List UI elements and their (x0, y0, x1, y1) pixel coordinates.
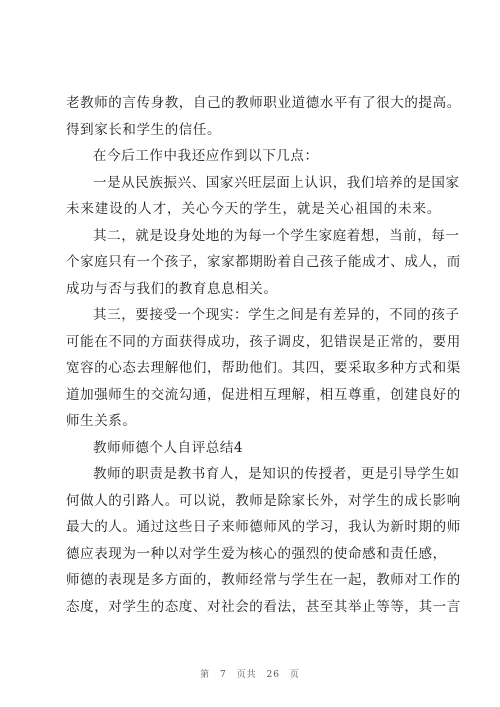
text-line: 可能在不同的方面获得成功，孩子调皮，犯错误是正常的，要用 (66, 333, 461, 350)
page-footer (0, 667, 500, 680)
text-line: 宽容的心态去理解他们，帮助他们。其四，要采取多种方式和渠 (66, 360, 461, 376)
text-line: 道加强师生的交流勾通，促进相互理解，相互尊重，创建良好的 (66, 386, 461, 403)
text-line: 成功与否与我们的教育息息相关。 (66, 280, 278, 297)
section-heading: 教师师德个人自评总结4 (93, 439, 244, 456)
text-line: 得到家长和学生的信任。 (66, 121, 222, 138)
footer-total-pages: 26 (266, 670, 280, 680)
text-line: 其二，就是设身处地的为每一个学生家庭着想，当前，每一 (93, 227, 460, 244)
text-line: 师生关系。 (66, 413, 137, 429)
document-body (66, 90, 461, 620)
text-line: 最大的人。通过这些日子来师德师风的学习，我认为新时期的师 (66, 519, 461, 535)
text-line: 老教师的言传身教，自己的教师职业道德水平有了很大的提高。 (66, 95, 461, 111)
text-line: 何做人的引路人。可以说，教师是除家长外，对学生的成长影响 (66, 492, 461, 509)
footer-prefix: 第 (200, 670, 211, 680)
text-line: 一是从民族振兴、国家兴旺层面上认识，我们培养的是国家 (93, 174, 460, 191)
footer-middle: 页共 (236, 670, 257, 680)
text-line: 在今后工作中我还应作到以下几点： (93, 148, 319, 164)
footer-suffix: 页 (289, 670, 300, 680)
text-line: 其三，要接受一个现实：学生之间是有差异的，不同的孩子 (93, 307, 460, 323)
text-line: 个家庭只有一个孩子，家家都期盼着自己孩子能成才、成人，而 (66, 254, 461, 270)
footer-page-number: 7 (220, 670, 227, 680)
text-line: 德应表现为一种以对学生爱为核心的强烈的使命感和责任感， (66, 545, 447, 562)
text-line: 态度，对学生的态度、对社会的看法，甚至其举止等等，其一言 (66, 598, 461, 615)
text-line: 教师的职责是教书育人，是知识的传授者，更是引导学生如 (93, 466, 460, 482)
text-line: 未来建设的人才，关心今天的学生，就是关心祖国的未来。 (66, 201, 441, 217)
text-line: 师德的表现是多方面的，教师经常与学生在一起，教师对工作的 (66, 572, 461, 588)
